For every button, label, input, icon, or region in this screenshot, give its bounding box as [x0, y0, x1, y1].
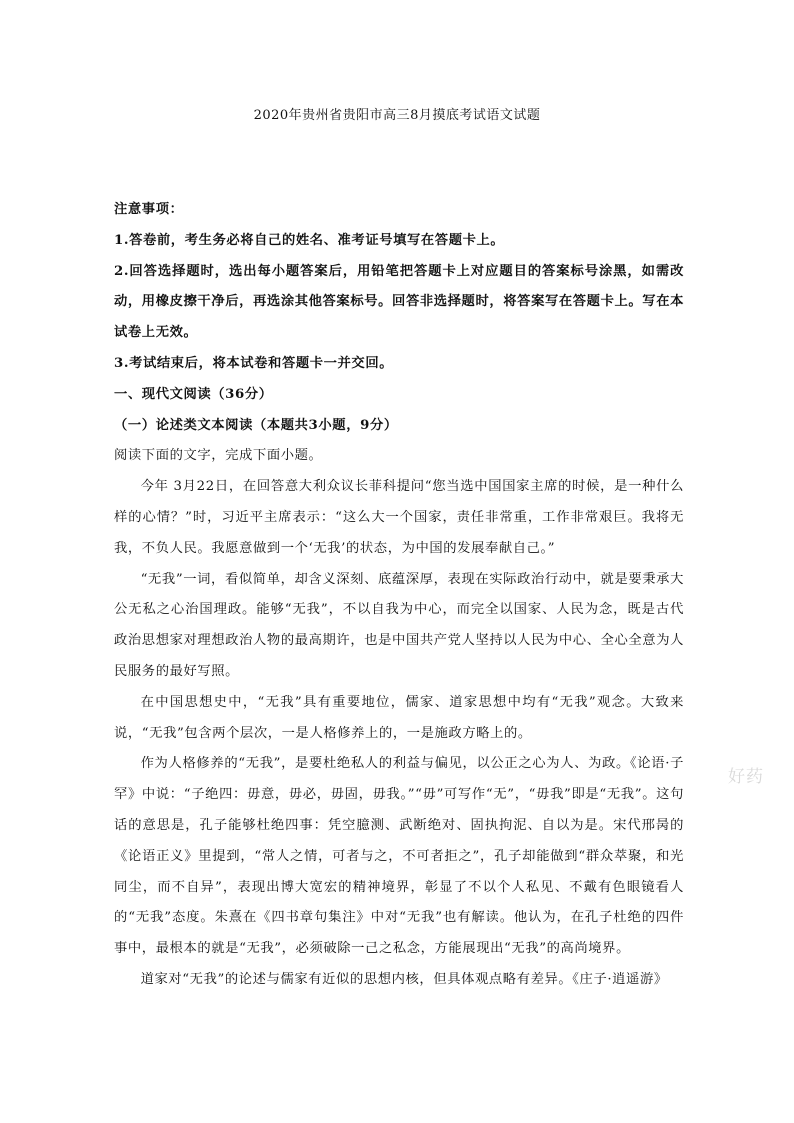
subsection-heading: （一）论述类文本阅读（本题共3小题，9分） [114, 417, 398, 433]
paragraph-3: 在中国思想史中，“无我”具有重要地位，儒家、道家思想中均有“无我”观念。大致来说，“无我”包含两个层次，一是人格修养上的，一是施政方略上的。 [114, 694, 684, 741]
paragraph-4: 作为人格修养的“无我”，是要杜绝私人的利益与偏见，以公正之心为人、为政。《论语·子罕》中说：“子绝四：毋意，毋必，毋固，毋我。”“毋”可写作“无”，“毋我”即是“无我”。这句话的意思是，孔子能够杜绝四事：凭空臆测、武断绝对、固执拘泥、自以为是。宋代邢昺的《论语正义》里提到，“常人之情，可者与之，不可者拒之”，孔子却能做到“群众萃聚，和光同尘，而不自异”，表现出博大宽宏的精神境界，彰显了不以个人私见、不戴有色眼镜看人的“无我”态度。朱熹在《四书章句集注》中对“无我”也有解读。他认为，在孔子杜绝的四件事中，最根本的就是“无我”，必须破除一己之私念，方能展现出“无我”的高尚境界。 [114, 756, 684, 957]
notice-item-3: 3.考试结束后，将本试卷和答题卡一并交回。 [114, 355, 394, 371]
paragraph-5: 道家对“无我”的论述与儒家有近似的思想内核，但具体观点略有差异。《庄子·逍遥游》 [140, 971, 668, 987]
reading-instruction: 阅读下面的文字，完成下面小题。 [114, 448, 323, 464]
paragraph-2: “无我”一词，看似简单，却含义深刻、底蕴深厚，表现在实际政治行动中，就是要秉承大公无私之心治国理政。能够“无我”，不以自我为中心，而完全以国家、人民为念，既是古代政治思想家对理想政治人物的最高期许，也是中国共产党人坚持以人民为中心、全心全意为人民服务的最好写照。 [114, 571, 684, 679]
watermark: 好药 [728, 767, 764, 787]
paragraph-1: 今年 3月22日，在回答意大利众议长菲科提问“您当选中国国家主席的时候，是一种什么样的心情？”时，习近平主席表示：“这么大一个国家，责任非常重，工作非常艰巨。我将无我，不负人民。我愿意做到一个‘无我’的状态，为中国的发展奉献自己。” [114, 479, 684, 556]
document-title: 2020年贵州省贵阳市高三8月摸底考试语文试题 [253, 108, 541, 123]
notice-item-1: 1.答卷前，考生务必将自己的姓名、准考证号填写在答题卡上。 [114, 232, 505, 248]
section-heading: 一、现代文阅读（36分） [114, 386, 273, 402]
document-body [114, 195, 684, 996]
notice-item-2: 2.回答选择题时，选出每小题答案后，用铅笔把答题卡上对应题目的答案标号涂黑，如需改动，用橡皮擦干净后，再选涂其他答案标号。回答非选择题时，将答案写在答题卡上。写在本试卷上无效。 [114, 263, 684, 341]
notice-heading: 注意事项： [114, 202, 184, 217]
